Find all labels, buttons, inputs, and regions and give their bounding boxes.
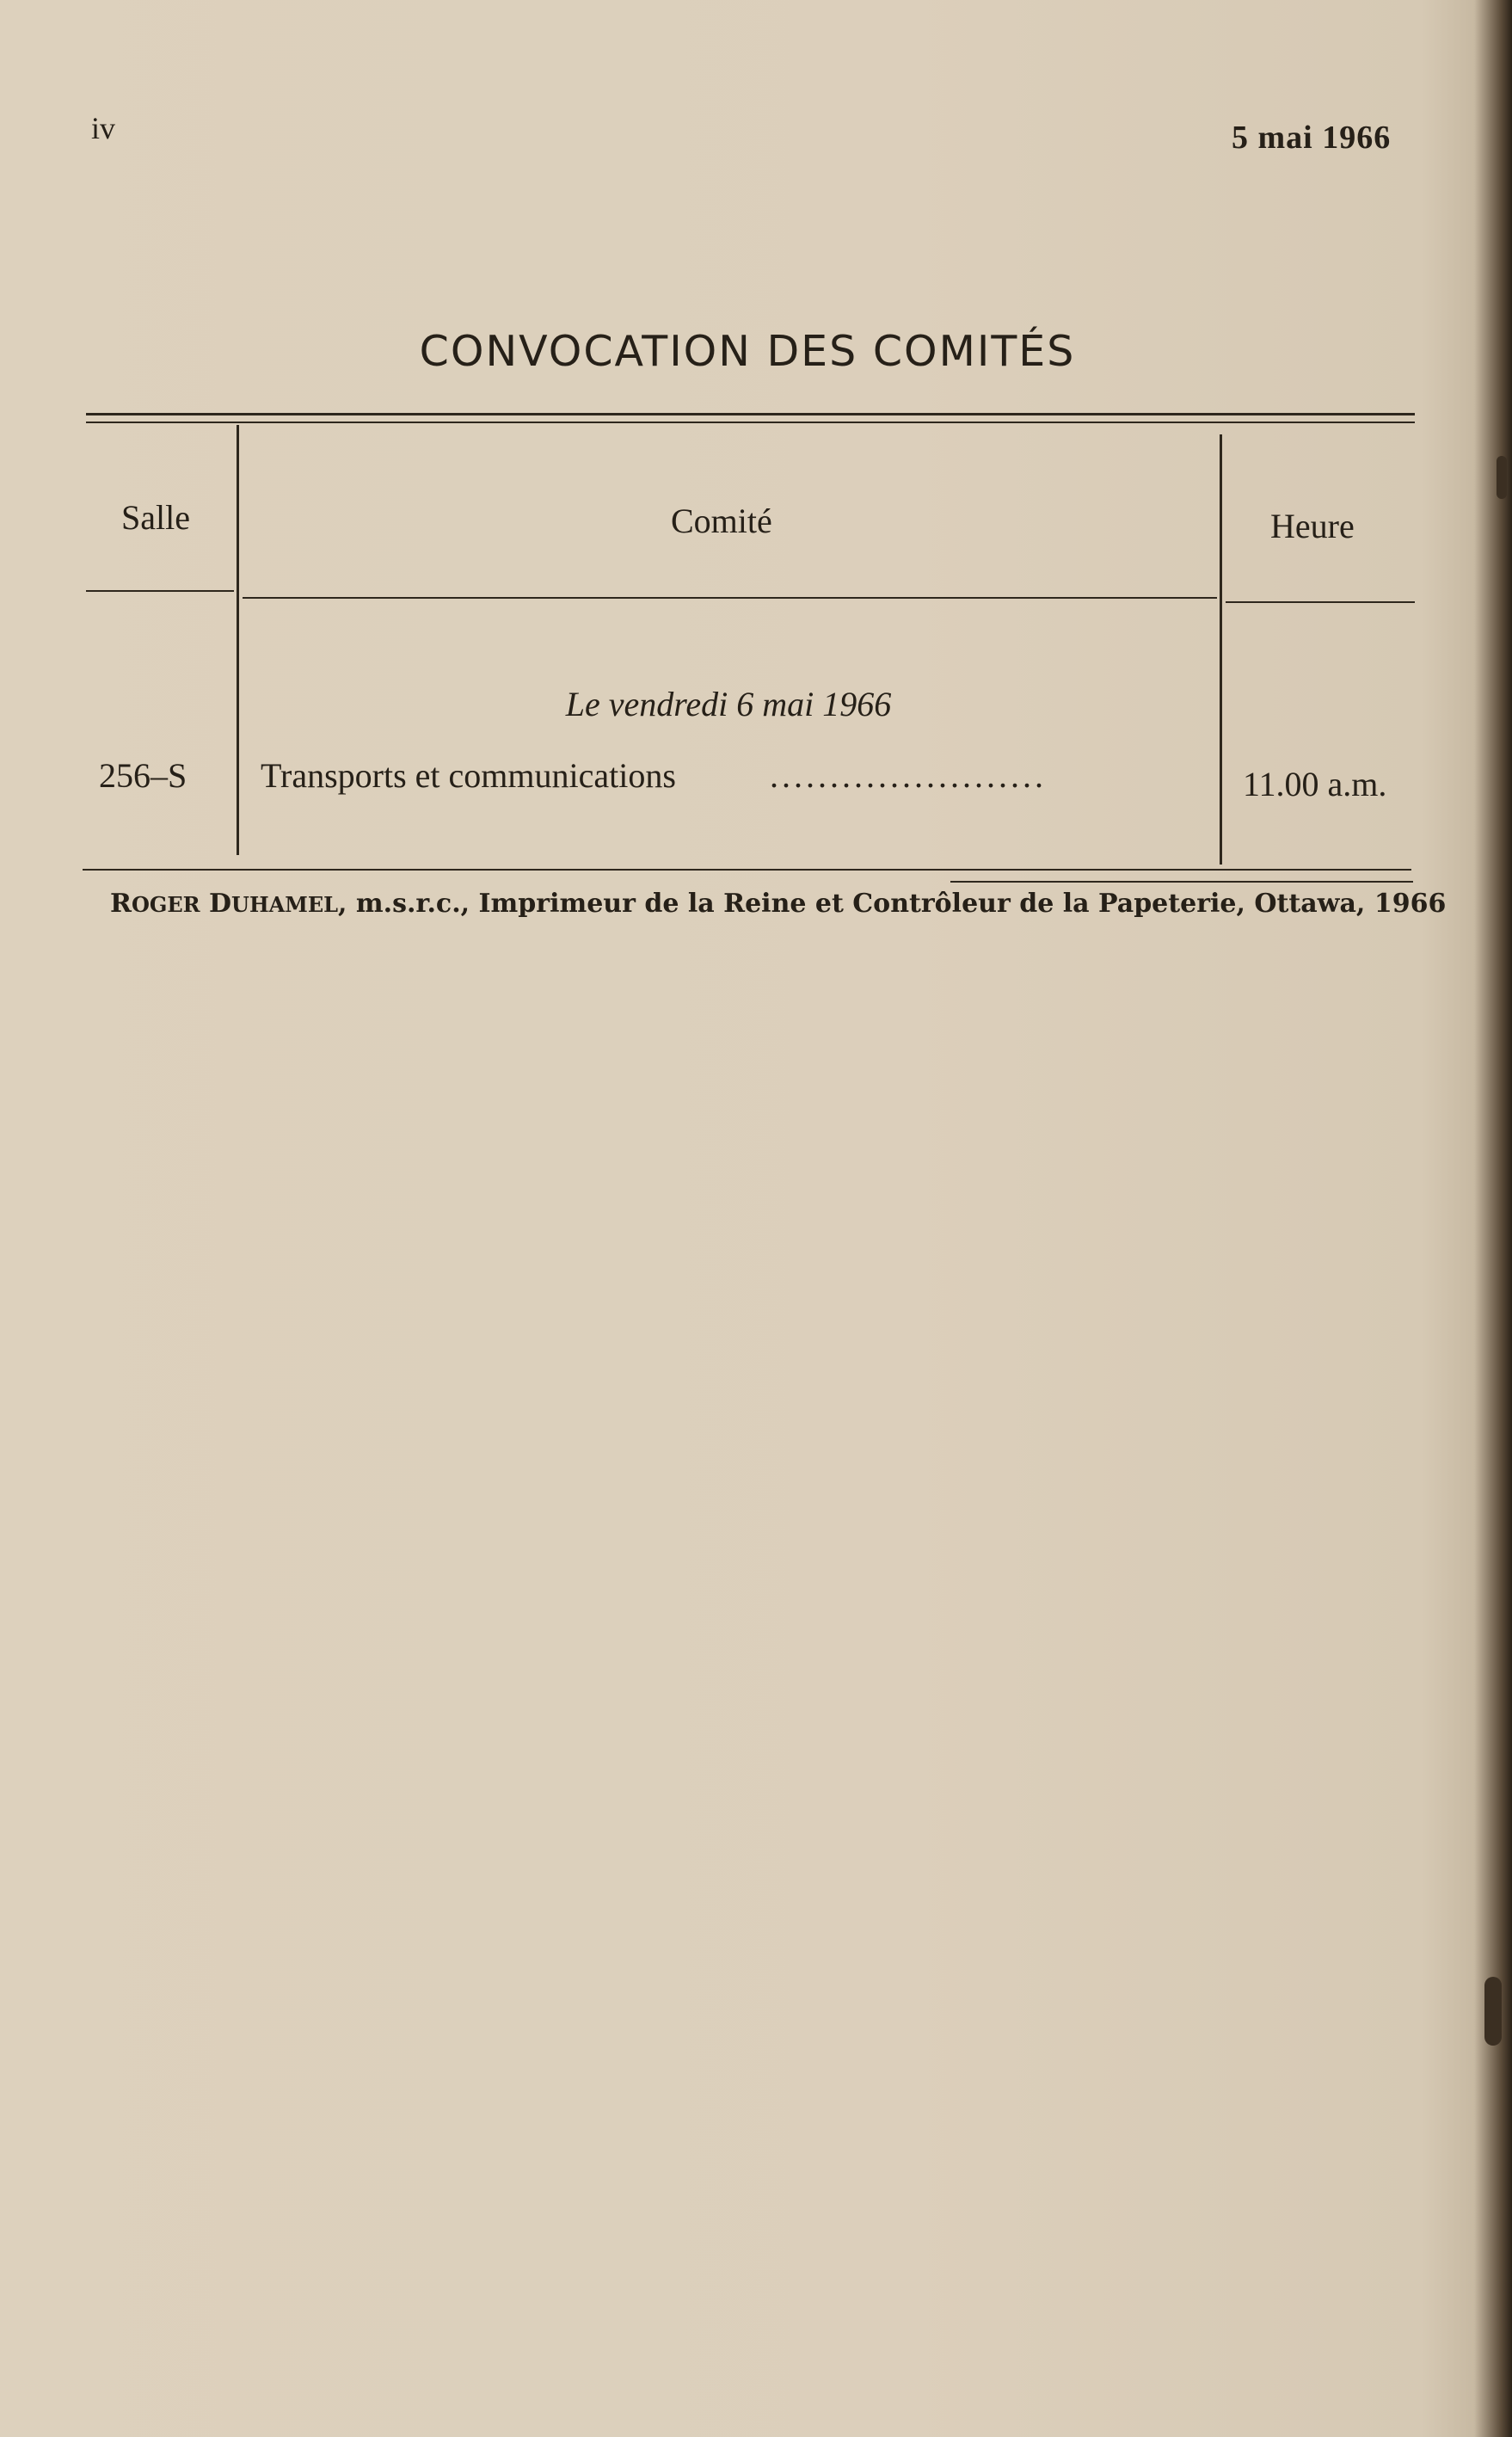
column-divider-2 bbox=[1220, 434, 1222, 865]
table-row-time: 11.00 a.m. bbox=[1243, 765, 1387, 803]
table-top-rule-inner bbox=[86, 422, 1415, 423]
page-number: iv bbox=[91, 111, 116, 145]
binding-mark bbox=[1497, 456, 1507, 499]
dot-leader: ....................... bbox=[770, 756, 1047, 795]
header-date: 5 mai 1966 bbox=[1232, 120, 1392, 156]
table-bottom-rule bbox=[83, 869, 1411, 871]
binding-mark bbox=[1484, 1977, 1502, 2046]
page-title: CONVOCATION DES COMITÉS bbox=[419, 327, 1076, 376]
table-top-rule bbox=[86, 413, 1415, 415]
column-header-heure: Heure bbox=[1270, 507, 1355, 545]
column-header-comite: Comité bbox=[671, 502, 772, 540]
header-rule-salle bbox=[86, 590, 234, 592]
table-row-room: 256–S bbox=[99, 756, 187, 795]
column-header-salle: Salle bbox=[121, 498, 190, 537]
header-rule-comite bbox=[243, 597, 1217, 599]
header-rule-heure bbox=[1226, 601, 1415, 603]
column-divider-1 bbox=[237, 425, 239, 855]
section-date: Le vendredi 6 mai 1966 bbox=[565, 685, 892, 723]
table-bottom-rule-2 bbox=[950, 881, 1413, 883]
printer-imprint: ROGER DUHAMEL, m.s.r.c., Imprimeur de la Reine et Contrôleur de la Papeterie, Ottawa, 1966 bbox=[110, 889, 1447, 919]
table-row-committee: Transports et communications bbox=[261, 756, 676, 795]
